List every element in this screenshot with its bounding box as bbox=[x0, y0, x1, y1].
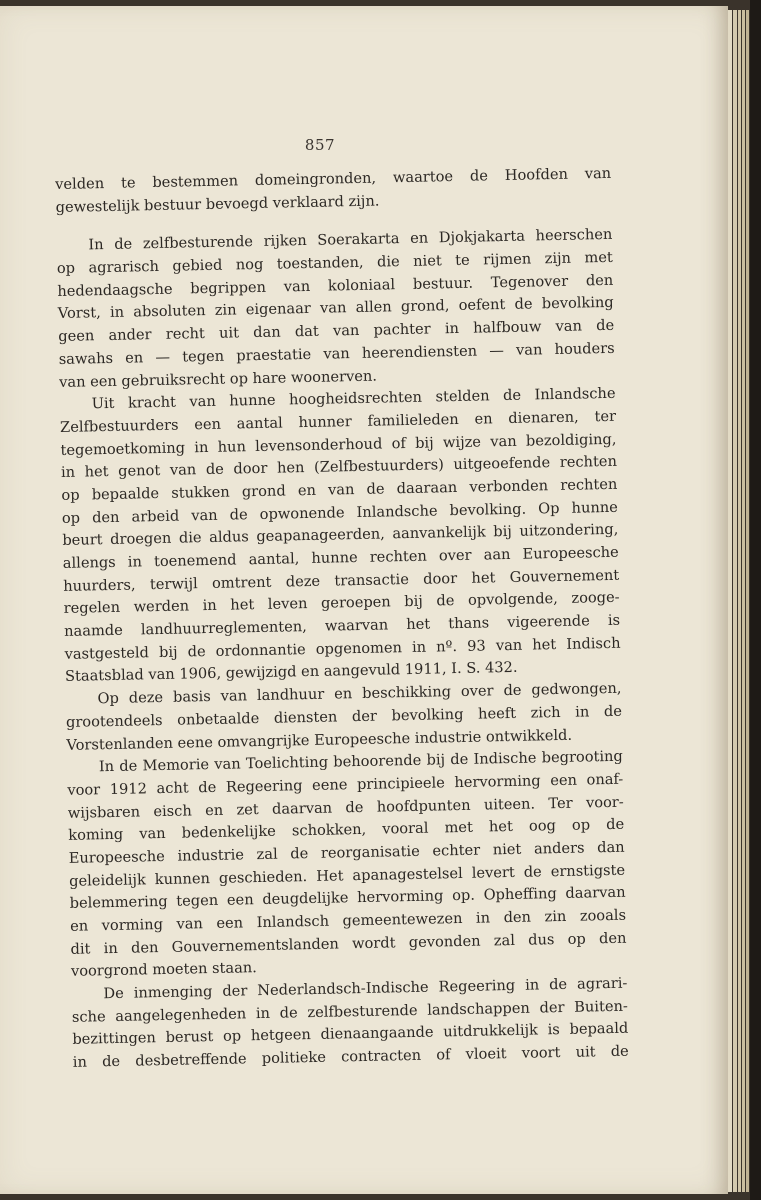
text-line: Staatsblad van 1906, gewijzigd en aangevuld 1911, I. S. 432. bbox=[64, 659, 518, 686]
page-edge bbox=[746, 10, 749, 1192]
text-line: naamde landhuurreglementen, waarvan het thans vigeerende is bbox=[64, 611, 621, 640]
text-line: wijsbaren eisch en zet daarvan de hoofdpunten uiteen. Ter voor- bbox=[67, 793, 624, 822]
text-line: Zelfbestuurders een aantal hunner familieleden en dienaren, ter bbox=[59, 407, 617, 436]
text-line: hedendaagsche begrippen van koloniaal bestuur. Tegenover den bbox=[57, 271, 614, 300]
text-line: velden te bestemmen domeingronden, waartoe de Hoofden van bbox=[55, 164, 612, 193]
page-number: 857 bbox=[304, 136, 336, 154]
text-line: geleidelijk kunnen geschieden. Het apanagestelsel levert de ernstigste bbox=[69, 861, 626, 890]
text-line: en vorming van een Inlandsch gemeentewezen in den zin zooals bbox=[69, 906, 627, 935]
text-line: in de desbetreffende politieke contracten of vloeit voort uit de bbox=[72, 1042, 629, 1071]
page-edge bbox=[733, 10, 737, 1192]
text-line: vastgesteld bij de ordonnantie opgenomen in nº. 93 van het Indisch bbox=[64, 634, 621, 663]
text-line: voorgrond moeten staan. bbox=[70, 959, 258, 981]
text-line: belemmering tegen een deugdelijke hervorming op. Opheffing daarvan bbox=[69, 884, 626, 913]
text-line: gewestelijk bestuur bevoegd verklaard zijn. bbox=[55, 192, 380, 216]
text-line: Vorst, in absoluten zin eigenaar van allen grond, oefent de bevolking bbox=[57, 294, 614, 323]
text-line: voor 1912 acht de Regeering eene principieele hervorming een onaf- bbox=[67, 770, 624, 799]
scan-border bbox=[750, 0, 761, 1200]
text-line: In de zelfbesturende rijken Soerakarta en Djokjakarta heerschen bbox=[88, 226, 613, 254]
text-line: op bepaalde stukken grond en van de daaraan verbonden rechten bbox=[61, 475, 618, 504]
text-line: huurders, terwijl omtrent deze transactie door het Gouvernement bbox=[63, 566, 620, 595]
text-line: allengs in toenemend aantal, hunne rechten over aan Europeesche bbox=[62, 543, 619, 572]
text-line: Vorstenlanden eene omvangrijke Europeesche industrie ontwikkeld. bbox=[66, 726, 573, 754]
text-line: tegemoetkoming in hun levensonderhoud of bij wijze van bezoldiging, bbox=[60, 430, 617, 459]
text-line: Uit kracht van hunne hoogheidsrechten stelden de Inlandsche bbox=[91, 384, 616, 413]
body-text bbox=[55, 163, 629, 1075]
text-line: in het genot van de door hen (Zelfbestuurders) uitgeoefende rechten bbox=[60, 453, 618, 482]
text-line: beurt droegen die aldus geapanageerden, aanvankelijk bij uitzondering, bbox=[62, 521, 619, 550]
text-line: op den arbeid van de opwonende Inlandsche bevolking. Op hunne bbox=[61, 498, 618, 527]
text-line: van een gebruiksrecht op hare woonerven. bbox=[59, 367, 378, 391]
page-edge bbox=[742, 10, 745, 1192]
text-line: In de Memorie van Toelichting behoorende bij de Indische begrooting bbox=[98, 747, 623, 776]
text-line: op agrarisch gebied nog toestanden, die niet te rijmen zijn met bbox=[56, 248, 613, 278]
text-line: geen ander recht uit dan dat van pachter in halfbouw van de bbox=[58, 316, 615, 346]
text-line: regelen werden in het leven geroepen bij de opvolgende, zooge- bbox=[63, 589, 620, 618]
book-page bbox=[0, 6, 728, 1194]
text-line: Op deze basis van landhuur en beschikking over de gedwongen, bbox=[97, 679, 622, 708]
text-line: sawahs en — tegen praestatie van heerendiensten — van houders bbox=[58, 339, 615, 368]
text-line: grootendeels onbetaalde diensten der bevolking heeft zich in de bbox=[65, 702, 623, 731]
text-line: sche aangelegenheden in de zelfbesturende landschappen der Buiten- bbox=[71, 997, 628, 1026]
page-edge bbox=[738, 10, 741, 1192]
text-line: dit in den Gouvernementslanden wordt gevonden zal dus op den bbox=[70, 929, 627, 958]
text-line: Europeesche industrie zal de reorganisatie echter niet anders dan bbox=[68, 838, 625, 867]
text-line: bezittingen berust op hetgeen dienaangaande uitdrukkelijk is bepaald bbox=[72, 1020, 629, 1049]
text-line: koming van bedenkelijke schokken, vooral met het oog op de bbox=[68, 815, 625, 845]
text-line: De inmenging der Nederlandsch-Indische Regeering in de agrari- bbox=[103, 974, 628, 1003]
page-edge bbox=[728, 10, 732, 1192]
